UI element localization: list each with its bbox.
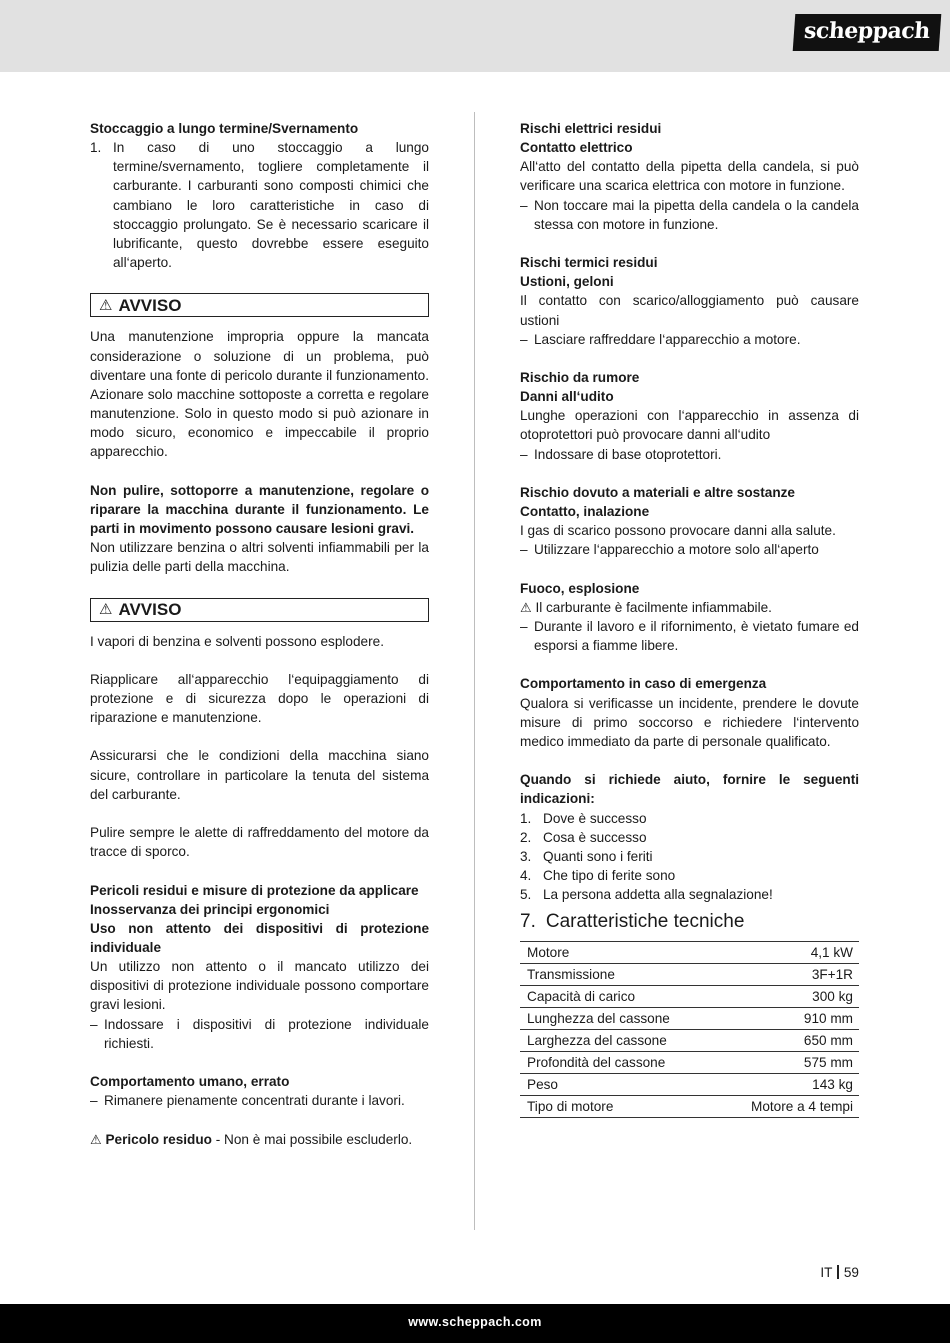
list-item: [520, 828, 859, 847]
fire-warning-text: Il carburante è facilmente infiammabile.: [535, 599, 772, 615]
footer-url: www.scheppach.com: [408, 1315, 542, 1329]
list-item: [520, 885, 859, 904]
table-row: [520, 1096, 859, 1118]
list-number: 1.: [520, 810, 532, 826]
page-footer: [0, 1304, 950, 1343]
list-text: Che tipo di ferite sono: [543, 868, 676, 883]
avviso-box: [90, 598, 429, 622]
page-header: [0, 0, 950, 72]
ppe-text: Un utilizzo non attento o il mancato utilizzo dei dispositivi di protezione individuale possono comportare gravi lesioni.: [90, 959, 429, 1013]
storage-list: [90, 138, 429, 272]
conditions-paragraph: Assicurarsi che le condizioni della macchina siano sicure, controllare in particolare la tenuta del sistema del carburante.: [90, 748, 429, 802]
thermal-title: Rischi termici residui: [520, 255, 658, 271]
section-title: Caratteristiche tecniche: [545, 911, 745, 933]
table-row: [520, 1008, 859, 1030]
noise-text: Lunghe operazioni con l‘apparecchio in assenza di otoprotettori può provocare danni all‘udito: [520, 408, 859, 443]
page-number: [820, 1265, 859, 1280]
behaviour-title: Comportamento umano, errato: [90, 1074, 290, 1090]
elec-subtitle: Contatto elettrico: [520, 140, 633, 156]
fire-dash-item: – Durante il lavoro e il rifornimento, è vietato fumare ed esporsi a fiamme libere.: [520, 617, 859, 655]
materials-subtitle: Contatto, inalazione: [520, 504, 650, 520]
spec-label: Capacità di carico: [520, 986, 723, 1008]
warning-icon: ⚠: [99, 600, 113, 618]
table-row: [520, 942, 859, 964]
warning-icon: ⚠: [520, 599, 532, 615]
avviso-text: Una manutenzione impropria oppure la mancata considerazione o soluzione di un problema, può diventare una fonte di pericolo durante il funzionamento. Azionare solo macchine sottoposte a corretta e regolare manutenzione. Solo in questo modo si può azionare in modo sicuro, economico e impeccabile il proprio apparecchio.: [90, 329, 429, 460]
fire-warning: [520, 598, 859, 617]
elec-dash-item: – Non toccare mai la pipetta della candela o la candela stessa con motore in funzione.: [520, 196, 859, 234]
avviso-box: [90, 293, 429, 317]
spec-label: Larghezza del cassone: [520, 1030, 723, 1052]
spec-label: Motore: [520, 942, 723, 964]
list-text: Cosa è successo: [543, 829, 647, 845]
elec-text: All‘atto del contatto della pipetta della candela, si può verificare una scarica elettrica con motore in funzione.: [520, 159, 859, 194]
warning-icon: ⚠: [99, 296, 113, 314]
noise-dash-item: – Indossare di base otoprotettori.: [520, 445, 859, 464]
materials-dash-item: – Utilizzare l‘apparecchio a motore solo all‘aperto: [520, 540, 859, 559]
help-title: Quando si richiede aiuto, fornire le seguenti indicazioni:: [520, 772, 859, 807]
list-item: [520, 847, 859, 866]
ppe-dash-item: – Indossare i dispositivi di protezione individuale richiesti.: [90, 1015, 429, 1053]
elec-title: Rischi elettrici residui: [520, 121, 662, 136]
avviso-text: I vapori di benzina e solventi possono esplodere.: [90, 633, 384, 649]
spec-label: Transmissione: [520, 964, 723, 986]
spec-value: 4,1 kW: [723, 942, 859, 964]
fire-title: Fuoco, esplosione: [520, 580, 640, 596]
page-lang: IT: [820, 1265, 833, 1280]
spec-value: Motore a 4 tempi: [723, 1096, 859, 1118]
reapply-paragraph: Riapplicare all‘apparecchio l‘equipaggiamento di protezione e di sicurezza dopo le operazioni di riparazione e manutenzione.: [90, 671, 429, 726]
brand-logo: scheppach: [793, 14, 941, 51]
residual-risks-title: Pericoli residui e misure di protezione da applicare: [90, 882, 419, 898]
avviso-label: AVVISO: [118, 599, 182, 619]
table-row: [520, 1030, 859, 1052]
emergency-title: Comportamento in caso di emergenza: [520, 676, 767, 692]
materials-title: Rischio dovuto a materiali e altre sostanze: [520, 484, 795, 500]
spec-value: 3F+1R: [723, 964, 859, 986]
materials-text: I gas di scarico possono provocare danni alla salute.: [520, 523, 836, 539]
residual-danger-text: - Non è mai possibile escluderlo.: [211, 1131, 413, 1147]
spec-label: Peso: [520, 1074, 723, 1096]
warning-icon: ⚠: [90, 1131, 102, 1147]
table-row: [520, 964, 859, 986]
list-text: Dove è successo: [543, 810, 647, 826]
residual-danger-paragraph: [90, 1130, 429, 1149]
spec-label: Tipo di motore: [520, 1096, 723, 1118]
avviso-label: AVVISO: [118, 295, 182, 315]
ergonomic-title: Inosservanza dei principi ergonomici: [90, 901, 330, 917]
section-number: 7.: [520, 911, 536, 933]
list-number: 1.: [90, 140, 102, 156]
storage-title: Stoccaggio a lungo termine/Svernamento: [90, 121, 359, 136]
page-separator: [837, 1265, 838, 1279]
ppe-title: Uso non attento dei dispositivi di protezione individuale: [90, 920, 429, 955]
thermal-text: Il contatto con scarico/alloggiamento può causare ustioni: [520, 293, 859, 328]
section-heading: [520, 912, 859, 931]
spec-value: 910 mm: [723, 1008, 859, 1030]
list-number: 2.: [520, 829, 532, 845]
left-column: [90, 119, 429, 1149]
spec-label: Profondità del cassone: [520, 1052, 723, 1074]
thermal-dash-item: – Lasciare raffreddare l‘apparecchio a motore.: [520, 330, 859, 349]
residual-danger-bold: Pericolo residuo: [105, 1131, 212, 1147]
list-number: 5.: [520, 887, 532, 903]
list-text: La persona addetta alla segnalazione!: [543, 887, 773, 903]
table-row: [520, 1052, 859, 1074]
list-item: [90, 138, 429, 272]
spec-value: 143 kg: [723, 1074, 859, 1096]
list-item: [520, 809, 859, 828]
column-divider: [474, 112, 475, 1230]
spec-value: 650 mm: [723, 1030, 859, 1052]
noise-subtitle: Danni all‘udito: [520, 389, 614, 405]
warning-bold-text: Non pulire, sottoporre a manutenzione, regolare o riparare la macchina durante il funzionamento. Le parti in movimento possono causare lesioni gravi.: [90, 482, 429, 536]
thermal-subtitle: Ustioni, geloni: [520, 274, 614, 290]
warning-text: Non utilizzare benzina o altri solventi infiammabili per la pulizia delle parti della macchina.: [90, 540, 429, 575]
emergency-text: Qualora si verificasse un incidente, prendere le dovute misure di primo soccorso e richiedere l‘intervento medico immediato da parte di personale qualificato.: [520, 695, 859, 749]
clean-paragraph: Pulire sempre le alette di raffreddamento del motore da tracce di sporco.: [90, 825, 429, 860]
list-item: [520, 866, 859, 885]
spec-value: 300 kg: [723, 986, 859, 1008]
spec-label: Lunghezza del cassone: [520, 1008, 723, 1030]
spec-value: 575 mm: [723, 1052, 859, 1074]
table-row: [520, 1074, 859, 1096]
table-row: [520, 986, 859, 1008]
list-text: In caso di uno stoccaggio a lungo termine/svernamento, togliere completamente il carburante. I carburanti sono composti chimici che cambiano le loro caratteristiche in caso di stoccaggio prolungato. Se è necessario scaricare il lubrificante, questo dovrebbe essere eseguito all‘aperto.: [113, 140, 429, 271]
list-text: Quanti sono i feriti: [543, 848, 653, 864]
behaviour-dash-item: – Rimanere pienamente concentrati durante i lavori.: [90, 1091, 429, 1110]
help-list: [520, 809, 859, 905]
list-number: 3.: [520, 848, 532, 864]
noise-title: Rischio da rumore: [520, 370, 640, 385]
right-column: [520, 119, 859, 1118]
spec-table: [520, 941, 859, 1118]
list-number: 4.: [520, 868, 532, 883]
page-number-value: 59: [843, 1265, 859, 1280]
